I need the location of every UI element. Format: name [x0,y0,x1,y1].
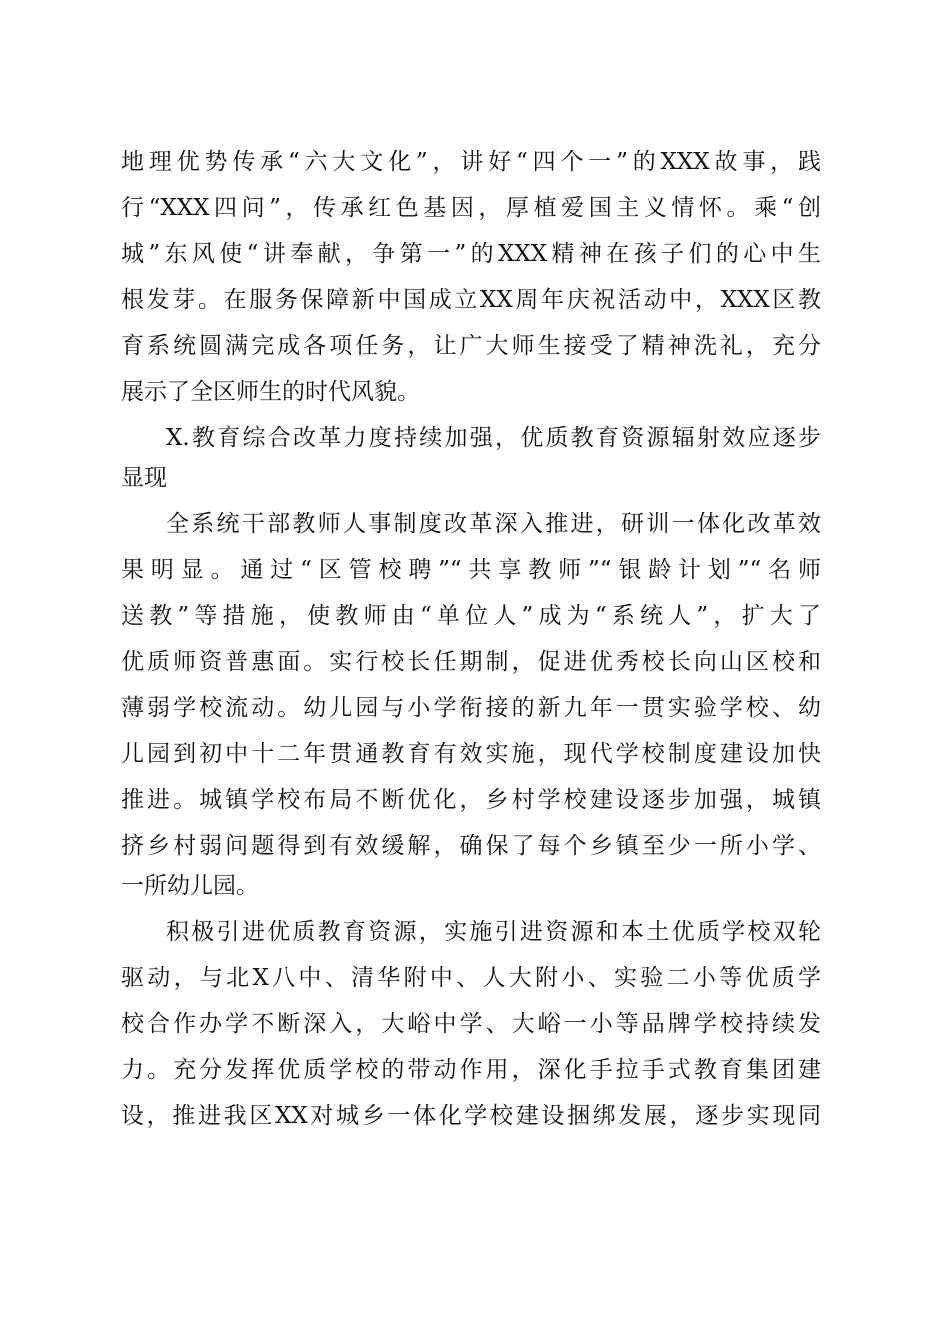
text-line: 送教”等措施，使教师由“单位人”成为“系统人”，扩大了 [121,603,821,629]
text-line: 果明显。通过“区管校聘”“共享教师”“银龄计划”“名师 [121,557,821,583]
text-line: 挤乡村弱问题得到有效缓解，确保了每个乡镇至少一所小学、 [121,833,821,859]
text-line: 育系统圆满完成各项任务，让广大师生接受了精神洗礼，充分 [121,333,821,359]
text-line: 设，推进我区XX对城乡一体化学校建设捆绑发展，逐步实现同 [121,1103,821,1129]
text-line: 优质师资普惠面。实行校长任期制，促进优秀校长向山区校和 [121,649,821,675]
text-line: 行“XXX四问”，传承红色基因，厚植爱国主义情怀。乘“创 [121,195,821,221]
text-line: 城”东风使“讲奉献，争第一”的XXX精神在孩子们的心中生 [121,241,821,267]
text-line: 地理优势传承“六大文化”，讲好“四个一”的XXX故事，践 [121,149,821,175]
text-line: 校合作办学不断深入，大峪中学、大峪一小等品牌学校持续发 [121,1011,821,1037]
text-line: 根发芽。在服务保障新中国成立XX周年庆祝活动中，XXX区教 [121,287,821,313]
text-line: 一所幼儿园。 [121,873,259,899]
text-line: 展示了全区师生的时代风貌。 [121,379,420,405]
text-line: 儿园到初中十二年贯通教育有效实施，现代学校制度建设加快 [121,741,821,767]
text-line: 力。充分发挥优质学校的带动作用，深化手拉手式教育集团建 [121,1057,821,1083]
text-line: 薄弱学校流动。幼儿园与小学衔接的新九年一贯实验学校、幼 [121,695,821,721]
text-line: 推进。城镇学校布局不断优化，乡村学校建设逐步加强，城镇 [121,787,821,813]
text-line: 驱动，与北X八中、清华附中、人大附小、实验二小等优质学 [121,965,821,991]
text-line: 全系统干部教师人事制度改革深入推进，研训一体化改革效 [166,511,821,537]
section-heading: X.教育综合改革力度持续加强，优质教育资源辐射效应逐步 [166,425,821,451]
text-line: 积极引进优质教育资源，实施引进资源和本土优质学校双轮 [166,919,821,945]
section-heading-continued: 显现 [121,465,167,491]
